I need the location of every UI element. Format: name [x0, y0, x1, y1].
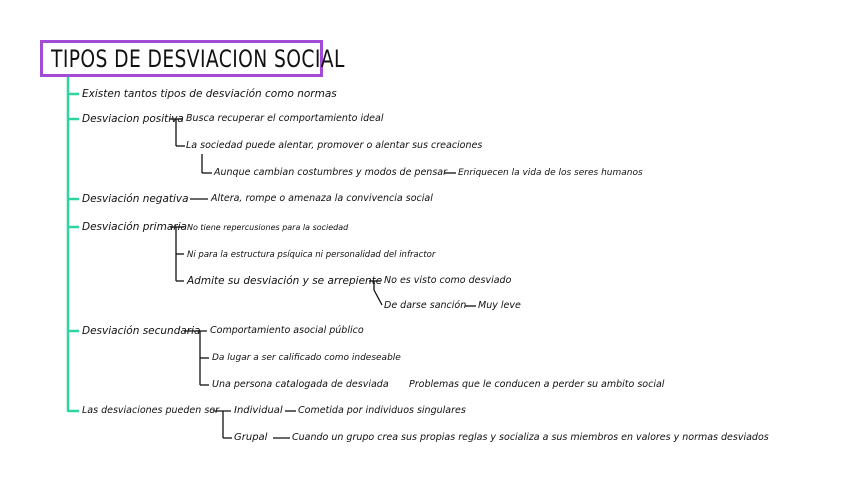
node-comportamiento-asocial: Comportamiento asocial público: [210, 325, 364, 336]
node-sociedad-puede-alentar: La sociedad puede alentar, promover o alentar sus creaciones: [186, 140, 483, 151]
node-da-lugar: Da lugar a ser calificado como indeseable: [212, 353, 401, 363]
node-grupal: Grupal: [234, 432, 268, 443]
node-de-darse-sancion: De darse sanción: [384, 300, 467, 311]
node-busca-recuperar: Busca recuperar el comportamiento ideal: [186, 113, 384, 124]
node-individual: Individual: [234, 405, 283, 416]
node-desviacion-negativa: Desviación negativa: [82, 193, 189, 205]
main-branch: [68, 77, 79, 412]
node-aunque-cambian: Aunque cambian costumbres y modos de pensar: [214, 167, 448, 178]
node-desviacion-positiva: Desviacion positiva: [82, 113, 184, 125]
node-enriquecen-vida: Enriquecen la vida de los seres humanos: [458, 168, 643, 178]
node-no-tiene-repercusiones: No tiene repercusiones para la sociedad: [187, 223, 349, 232]
node-cometida-individuos: Cometida por individuos singulares: [298, 405, 466, 416]
node-ni-para-estructura: Ni para la estructura psíquica ni personalidad del infractor: [187, 250, 436, 260]
diagram-title: TIPOS DE DESVIACION SOCIAL: [51, 44, 345, 73]
node-persona-catalogada: Una persona catalogada de desviada: [212, 379, 389, 390]
node-desviacion-primaria: Desviación primaria: [82, 221, 187, 233]
node-altera-rompe: Altera, rompe o amenaza la convivencia social: [211, 193, 433, 204]
node-muy-leve: Muy leve: [478, 300, 521, 311]
node-problemas-conducen: Problemas que le conducen a perder su ambito social: [409, 379, 665, 390]
node-no-es-visto: No es visto como desviado: [384, 275, 512, 286]
node-existen-tipos: Existen tantos tipos de desviación como normas: [82, 88, 337, 100]
node-pueden-ser: Las desviaciones pueden ser: [82, 405, 220, 416]
node-admite-desviacion: Admite su desviación y se arrepiente: [187, 275, 383, 287]
node-cuando-grupo: Cuando un grupo crea sus propias reglas y socializa a sus miembros en valores y normas desviados: [292, 432, 769, 443]
node-desviacion-secundaria: Desviación secundaria: [82, 325, 201, 337]
